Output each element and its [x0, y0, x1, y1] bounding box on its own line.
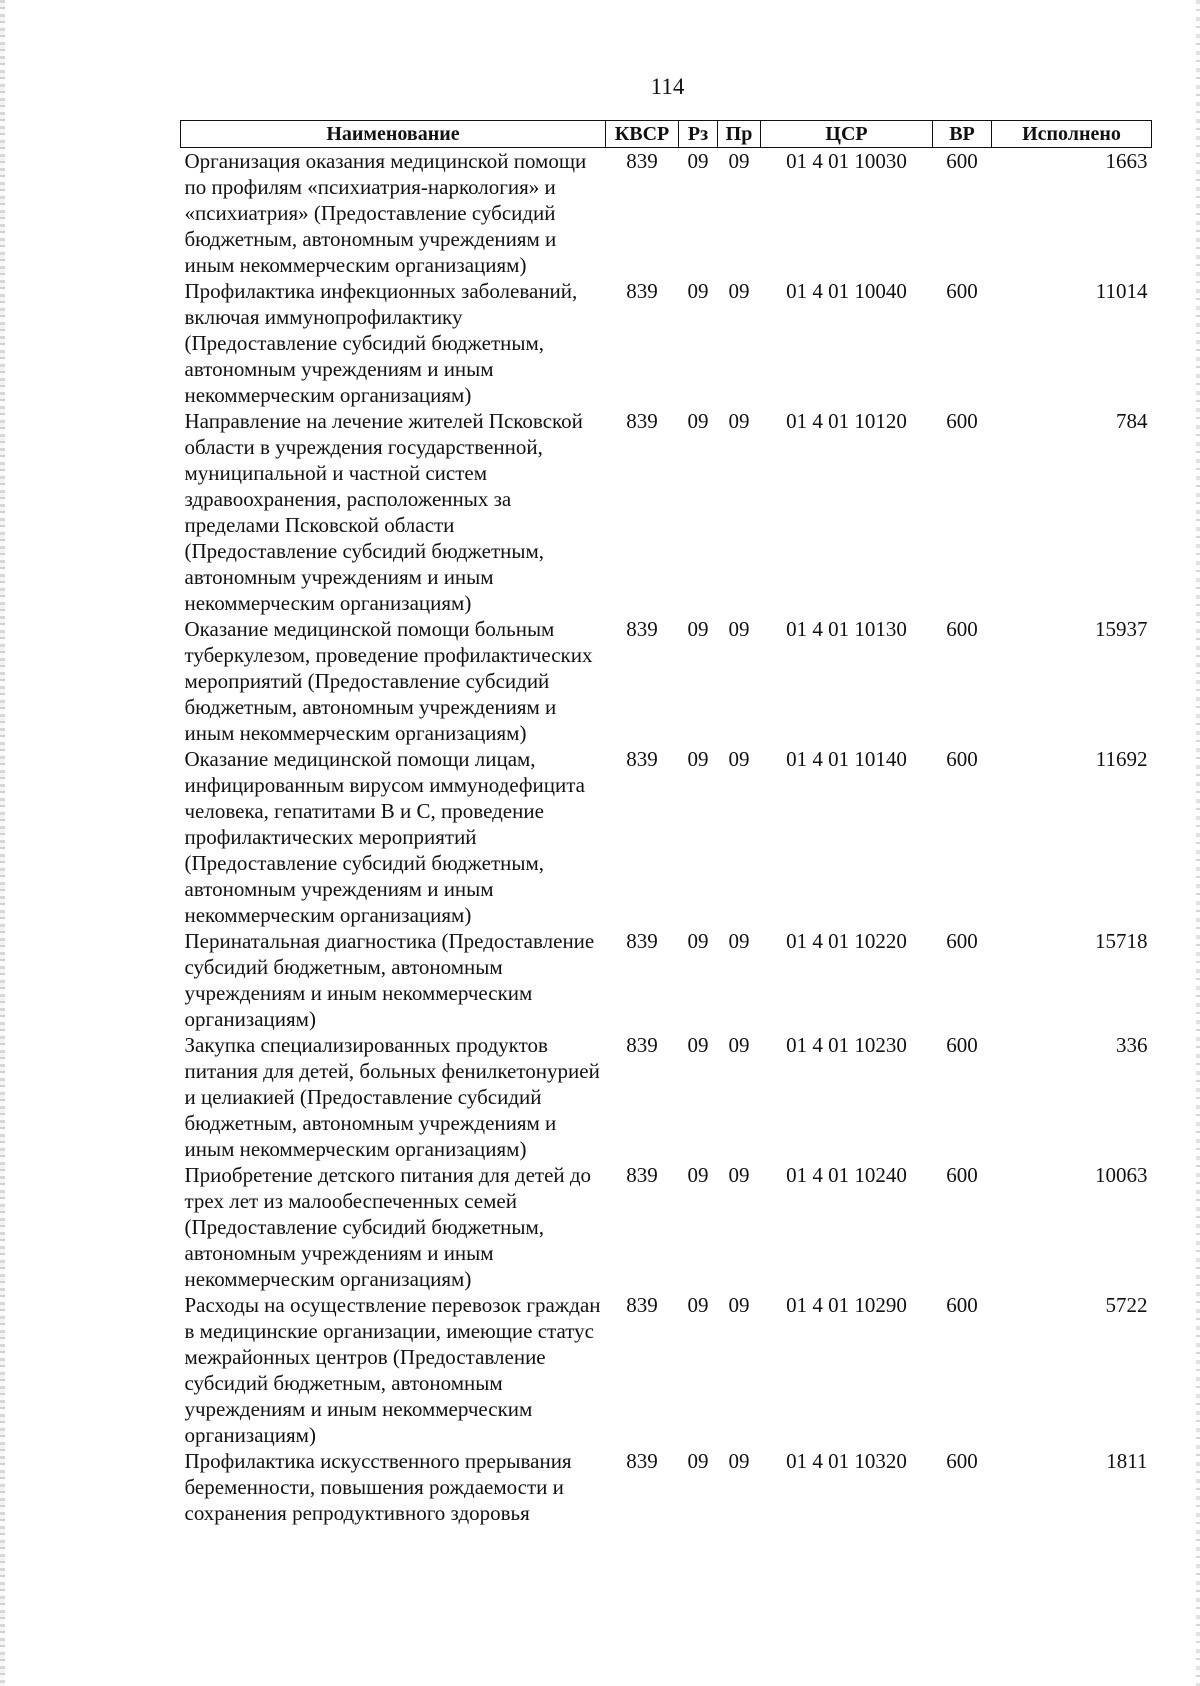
budget-table [180, 120, 1152, 1526]
table-body [181, 148, 1152, 1527]
cell-pr: 09 [728, 279, 750, 303]
cell-pr: 09 [728, 617, 750, 641]
cell-vr: 600 [946, 409, 978, 433]
cell-name: Направление на лечение жителей Псковской области в учреждения государственной, муниципальной и частной систем здравоохранения, расположенных за пределами Псковской области (Предоставление субсидий бюджетным, автономным учреждениям и иным некоммерческим организациям) [184, 409, 583, 615]
header-row [181, 121, 1152, 148]
cell-pr: 09 [728, 149, 750, 173]
cell-rz: 09 [687, 409, 709, 433]
cell-pr: 09 [728, 747, 750, 771]
cell-csr: 01 4 01 10030 [786, 149, 907, 173]
cell-rz: 09 [687, 929, 709, 953]
cell-pr: 09 [728, 409, 750, 433]
cell-vr: 600 [946, 747, 978, 771]
cell-pr: 09 [728, 1033, 750, 1057]
cell-ispolneno: 11692 [1095, 747, 1148, 771]
cell-ispolneno: 10063 [1095, 1163, 1148, 1187]
cell-name: Приобретение детского питания для детей до трех лет из малообеспеченных семей (Предоставление субсидий бюджетным, автономным учреждениям и иным некоммерческим организациям) [184, 1163, 592, 1291]
cell-csr: 01 4 01 10320 [786, 1449, 907, 1473]
table-row [181, 1162, 1152, 1292]
cell-ispolneno: 784 [1116, 409, 1148, 433]
cell-ispolneno: 1663 [1105, 149, 1148, 173]
cell-ispolneno: 15718 [1095, 929, 1148, 953]
cell-name: Организация оказания медицинской помощи по профилям «психиатрия-наркология» и «психиатрия» (Предоставление субсидий бюджетным, автономным учреждениям и иным некоммерческим организациям) [184, 149, 587, 277]
header-rz: Рз [679, 121, 718, 148]
cell-pr: 09 [728, 1449, 750, 1473]
cell-vr: 600 [946, 929, 978, 953]
cell-name: Закупка специализированных продуктов питания для детей, больных фенилкетонурией и целиакией (Предоставление субсидий бюджетным, автономным учреждениям и иным некоммерческим организациям) [184, 1033, 600, 1161]
table-row [181, 616, 1152, 746]
cell-vr: 600 [946, 1293, 978, 1317]
header-kvsr: КВСР [606, 121, 679, 148]
cell-rz: 09 [687, 747, 709, 771]
table-row [181, 1032, 1152, 1162]
scan-edge-left [0, 0, 5, 1686]
cell-rz: 09 [687, 1449, 709, 1473]
table-row [181, 1292, 1152, 1448]
header-csr: ЦСР [761, 121, 933, 148]
cell-kvsr: 839 [626, 1163, 658, 1187]
table-row [181, 278, 1152, 408]
cell-ispolneno: 5722 [1105, 1293, 1148, 1317]
cell-ispolneno: 11014 [1095, 279, 1148, 303]
cell-vr: 600 [946, 617, 978, 641]
cell-kvsr: 839 [626, 149, 658, 173]
table-row [181, 746, 1152, 928]
cell-rz: 09 [687, 279, 709, 303]
header-pr: Пр [718, 121, 761, 148]
scan-edge-right [1196, 0, 1200, 1686]
cell-vr: 600 [946, 1163, 978, 1187]
cell-kvsr: 839 [626, 1449, 658, 1473]
cell-vr: 600 [946, 149, 978, 173]
cell-name: Расходы на осуществление перевозок граждан в медицинские организации, имеющие статус межрайонных центров (Предоставление субсидий бюджетным, автономным учреждениям и иным некоммерческим организациям) [184, 1293, 601, 1447]
cell-csr: 01 4 01 10140 [786, 747, 907, 771]
cell-pr: 09 [728, 1293, 750, 1317]
header-ispolneno: Исполнено [992, 121, 1152, 148]
cell-ispolneno: 336 [1116, 1033, 1148, 1057]
table-row [181, 408, 1152, 616]
cell-ispolneno: 1811 [1106, 1449, 1148, 1473]
cell-csr: 01 4 01 10120 [786, 409, 907, 433]
cell-rz: 09 [687, 1293, 709, 1317]
cell-name: Профилактика инфекционных заболеваний, включая иммунопрофилактику (Предоставление субсидий бюджетным, автономным учреждениям и иным некоммерческим организациям) [184, 279, 578, 407]
cell-csr: 01 4 01 10290 [786, 1293, 907, 1317]
page-number: 114 [650, 74, 685, 99]
table-row [181, 928, 1152, 1032]
cell-name: Перинатальная диагностика (Предоставление субсидий бюджетным, автономным учреждениям и иным некоммерческим организациям) [184, 929, 595, 1031]
cell-csr: 01 4 01 10130 [786, 617, 907, 641]
table-header [181, 121, 1152, 148]
cell-kvsr: 839 [626, 409, 658, 433]
cell-vr: 600 [946, 279, 978, 303]
cell-vr: 600 [946, 1033, 978, 1057]
cell-kvsr: 839 [626, 1033, 658, 1057]
cell-rz: 09 [687, 149, 709, 173]
cell-kvsr: 839 [626, 929, 658, 953]
cell-csr: 01 4 01 10040 [786, 279, 907, 303]
cell-name: Оказание медицинской помощи больным туберкулезом, проведение профилактических мероприятий (Предоставление субсидий бюджетным, автономным учреждениям и иным некоммерческим организациям) [184, 617, 593, 745]
header-vr: ВР [933, 121, 992, 148]
cell-pr: 09 [728, 1163, 750, 1187]
cell-ispolneno: 15937 [1095, 617, 1148, 641]
cell-rz: 09 [687, 1033, 709, 1057]
cell-name: Профилактика искусственного прерывания беременности, повышения рождаемости и сохранения репродуктивного здоровья [184, 1449, 572, 1525]
cell-kvsr: 839 [626, 747, 658, 771]
cell-pr: 09 [728, 929, 750, 953]
table-row [181, 148, 1152, 279]
cell-csr: 01 4 01 10240 [786, 1163, 907, 1187]
cell-rz: 09 [687, 1163, 709, 1187]
cell-vr: 600 [946, 1449, 978, 1473]
table-row [181, 1448, 1152, 1526]
cell-kvsr: 839 [626, 1293, 658, 1317]
cell-name: Оказание медицинской помощи лицам, инфицированным вирусом иммунодефицита человека, гепатитами В и С, проведение профилактических мероприятий (Предоставление субсидий бюджетным, автономным учреждениям и иным некоммерческим организациям) [184, 747, 586, 927]
cell-rz: 09 [687, 617, 709, 641]
cell-kvsr: 839 [626, 617, 658, 641]
header-name: Наименование [181, 121, 606, 148]
cell-kvsr: 839 [626, 279, 658, 303]
cell-csr: 01 4 01 10220 [786, 929, 907, 953]
cell-csr: 01 4 01 10230 [786, 1033, 907, 1057]
